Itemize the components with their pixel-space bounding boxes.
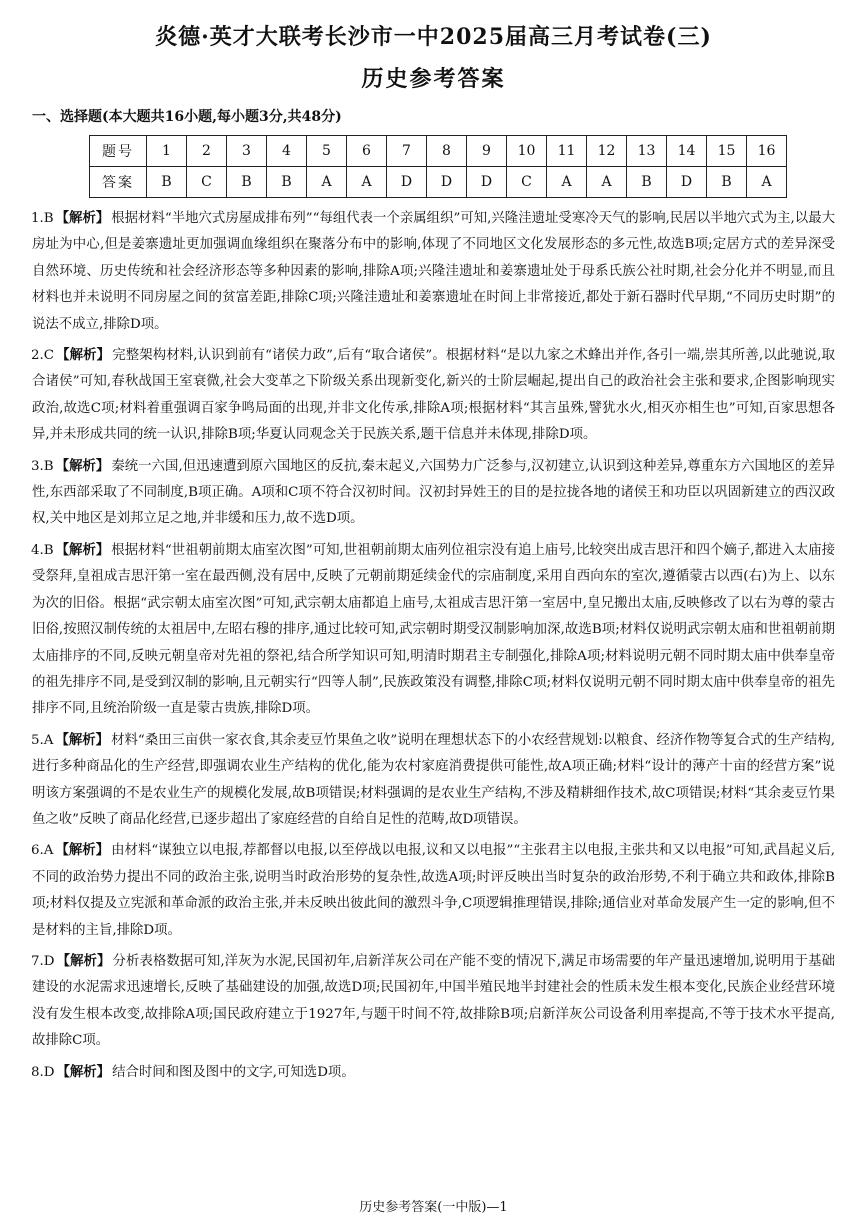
explanation-item bbox=[32, 205, 835, 338]
answer-cell: A bbox=[547, 167, 587, 198]
answer-cell: A bbox=[587, 167, 627, 198]
question-number-cell: 2 bbox=[187, 136, 227, 167]
explanation-number: 4.B bbox=[31, 542, 54, 558]
answer-cell: B bbox=[147, 167, 187, 198]
explanation-number: 8.D bbox=[31, 1064, 55, 1080]
question-number-cell: 5 bbox=[307, 136, 347, 167]
explanation-tag: 【解析】 bbox=[56, 952, 111, 969]
page-title: 炎德·英才大联考长沙市一中2025届高三月考试卷(三) bbox=[155, 24, 712, 50]
explanation-number: 6.A bbox=[31, 843, 54, 859]
row-label-answer: 答案 bbox=[90, 167, 147, 198]
answer-table bbox=[89, 135, 787, 198]
answer-cell: B bbox=[227, 167, 267, 198]
row-label-number: 题号 bbox=[90, 136, 147, 167]
explanation-tag: 【解析】 bbox=[55, 541, 110, 558]
explanation-text: 分析表格数据可知,洋灰为水泥,民国初年,启新洋灰公司在产能不变的情况下,满足市场需要的年产量迅速增加,说明用于基础建设的水泥需求迅速增长,反映了基础建设的加强,故选D项;民国初年,中国半殖民地半封建社会的性质未发生根本变化,民族企业经营环境没有发生根本改变,故排除A项;国民政府建立于1927年,与题干时间不符,故排除B项;启新洋灰公司设备利用率提高,不等于技术水平提高,故排除C项。 bbox=[32, 953, 835, 1049]
explanation-text: 由材料“谋独立以电报,荐都督以电报,以至停战以电报,议和又以电报”“主张君主以电报,主张共和又以电报”可知,武昌起义后,不同的政治势力提出不同的政治主张,说明当时政治形势的复杂性,故选A项;时评反映出当时复杂的政治形势,不利于确立共和政体,排除B项;材料仅提及立宪派和革命派的政治主张,并未反映出彼此间的激烈斗争,C项逻辑推理错误,排除;通信业对革命发展产生一定的影响,但不是材料的主旨,排除D项。 bbox=[32, 843, 835, 938]
explanation-tag: 【解析】 bbox=[55, 210, 110, 226]
explanation-tag: 【解析】 bbox=[56, 347, 111, 364]
explanation-text: 材料“桑田三亩供一家衣食,其余麦豆竹果鱼之收”说明在理想状态下的小农经营规划:以粮食、经济作物等复合式的生产结构,进行多种商品化的生产经营,即强调农业生产结构的优化,能为农村家庭消费提供可能性,故A项正确;材料“设计的薄产十亩的经营方案”说明该方案强调的不是农业生产的规模化发展,故B项错误;材料强调的是农业生产结构,不涉及精耕细作技术,故C项错误;材料“其余麦豆竹果鱼之收”反映了商品化经营,已逐步超出了家庭经营的自给自足性的范畴,故D项错误。 bbox=[32, 732, 835, 827]
explanation-text: 秦统一六国,但迅速遭到原六国地区的反抗,秦末起义,六国势力广泛参与,汉初建立,认识到这种差异,尊重东方六国地区的差异性,东西部采取了不同制度,B项正确。A项和C项不符合汉初时间。汉初封异姓王的目的是拉拢各地的诸侯王和功臣以巩固新建立的西汉政权,关中地区是刘邦立足之地,并非缓和压力,故不选D项。 bbox=[32, 458, 836, 527]
explanation-tag: 【解析】 bbox=[55, 457, 110, 474]
question-number-cell: 6 bbox=[347, 136, 387, 167]
explanation-item bbox=[32, 453, 835, 533]
question-number-cell: 15 bbox=[707, 136, 747, 167]
answer-table-number-row bbox=[90, 136, 787, 167]
question-number-cell: 16 bbox=[747, 136, 787, 167]
question-number-cell: 3 bbox=[227, 136, 267, 167]
question-number-cell: 9 bbox=[467, 136, 507, 167]
answer-cell: C bbox=[187, 167, 227, 198]
answer-cell: D bbox=[427, 167, 467, 198]
answer-cell: B bbox=[627, 167, 667, 198]
explanation-item bbox=[32, 1059, 835, 1086]
page-subtitle: 历史参考答案 bbox=[361, 66, 506, 92]
question-number-cell: 1 bbox=[147, 136, 187, 167]
explanation-number: 1.B bbox=[31, 211, 54, 226]
question-number-cell: 10 bbox=[507, 136, 547, 167]
explanation-number: 7.D bbox=[31, 953, 55, 969]
explanation-number: 2.C bbox=[31, 348, 55, 364]
explanation-text: 根据材料“世祖朝前期太庙室次图”可知,世祖朝前期太庙列位祖宗没有追上庙号,比较突出成吉思汗和四个嫡子,都进入太庙接受祭拜,皇祖成吉思汗第一室在最西侧,没有居中,反映了元朝前期延续金代的宗庙制度,采用自西向东的室次,遵循蒙古以西(右)为上、以东为次的旧俗。根据“武宗朝太庙室次图”可知,武宗朝太庙都追上庙号,太祖成吉思汗第一室居中,皇兄搬出太庙,反映修改了以右为尊的蒙古旧俗,按照汉制传统的太祖居中,左昭右穆的排序,通过比较可知,武宗朝时期受汉制影响加深,故选B项;材料仅说明武宗朝太庙和世祖朝前期太庙排序的不同,反映元朝皇帝对先祖的祭祀,结合所学知识可知,明清时期君主专制强化,排除A项;材料说明元朝不同时期太庙中供奉皇帝的祖先排序不同,是受到汉制的影响,且元朝实行“四等人制”,民族政策没有调整,排除C项;材料仅说明元朝不同时期太庙中供奉皇帝的祖先排序不同,且统治阶级一直是蒙古贵族,排除D项。 bbox=[32, 542, 835, 717]
answer-cell: A bbox=[307, 167, 347, 198]
answer-cell: D bbox=[467, 167, 507, 198]
explanation-tag: 【解析】 bbox=[55, 842, 110, 859]
answer-cell: B bbox=[267, 167, 307, 198]
explanation-tag: 【解析】 bbox=[56, 1063, 111, 1080]
explanation-text: 根据材料“半地穴式房屋成排布列”“每组代表一个亲属组织”可知,兴隆洼遗址受寒冷天气的影响,民居以半地穴式为主,以最大房址为中心,但是姜寨遗址更加强调血缘组织在聚落分布中的影响,体现了不同地区文化发展形态的多元性,故选B项;定居方式的差异深受自然环境、历史传统和社会经济形态等多种因素的影响,排除A项;兴隆洼遗址和姜寨遗址处于母系氏族公社时期,社会分化并不明显,而且材料也并未说明不同房屋之间的贫富差距,排除C项;兴隆洼遗址和姜寨遗址在时间上非常接近,都处于新石器时代早期,“不同历史时期”的说法不成立,排除D项。 bbox=[32, 211, 835, 332]
explanation-text: 完整架构材料,认识到前有“诸侯力政”,后有“取合诸侯”。根据材料“是以九家之术蜂出并作,各引一端,崇其所善,以此驰说,取合诸侯”可知,春秋战国王室衰微,社会大变革之下阶级关系出现新变化,新兴的士阶层崛起,提出自己的政治社会主张和要求,企图影响现实政治,故选C项;材料着重强调百家争鸣局面的出现,并非文化传承,排除A项;根据材料“其言虽殊,譬犹水火,相灭亦相生也”可知,百家思想各异,并未形成共同的统一认识,排除B项;华夏认同观念关于民族关系,题干信息并未体现,排除D项。 bbox=[32, 348, 836, 443]
explanation-item bbox=[32, 342, 835, 449]
answer-cell: D bbox=[667, 167, 707, 198]
question-number-cell: 7 bbox=[387, 136, 427, 167]
question-number-cell: 8 bbox=[427, 136, 467, 167]
explanation-item bbox=[32, 948, 835, 1055]
explanation-item bbox=[32, 537, 835, 723]
question-number-cell: 4 bbox=[267, 136, 307, 167]
question-number-cell: 14 bbox=[667, 136, 707, 167]
answer-table-answer-row bbox=[90, 167, 787, 198]
section-heading: 一、选择题(本大题共16小题,每小题3分,共48分) bbox=[32, 109, 342, 125]
answer-cell: C bbox=[507, 167, 547, 198]
explanation-item bbox=[32, 837, 835, 944]
answer-cell: D bbox=[387, 167, 427, 198]
page-footer: 历史参考答案(一中版)—1 bbox=[359, 1200, 508, 1215]
answer-cell: A bbox=[347, 167, 387, 198]
explanations-list bbox=[32, 205, 835, 1090]
question-number-cell: 11 bbox=[547, 136, 587, 167]
answer-cell: B bbox=[707, 167, 747, 198]
explanation-number: 5.A bbox=[31, 732, 54, 748]
explanation-tag: 【解析】 bbox=[55, 731, 110, 748]
question-number-cell: 12 bbox=[587, 136, 627, 167]
explanation-text: 结合时间和图及图中的文字,可知选D项。 bbox=[112, 1064, 355, 1080]
question-number-cell: 13 bbox=[627, 136, 667, 167]
explanation-number: 3.B bbox=[31, 458, 54, 474]
explanation-item bbox=[32, 727, 835, 834]
answer-cell: A bbox=[747, 167, 787, 198]
